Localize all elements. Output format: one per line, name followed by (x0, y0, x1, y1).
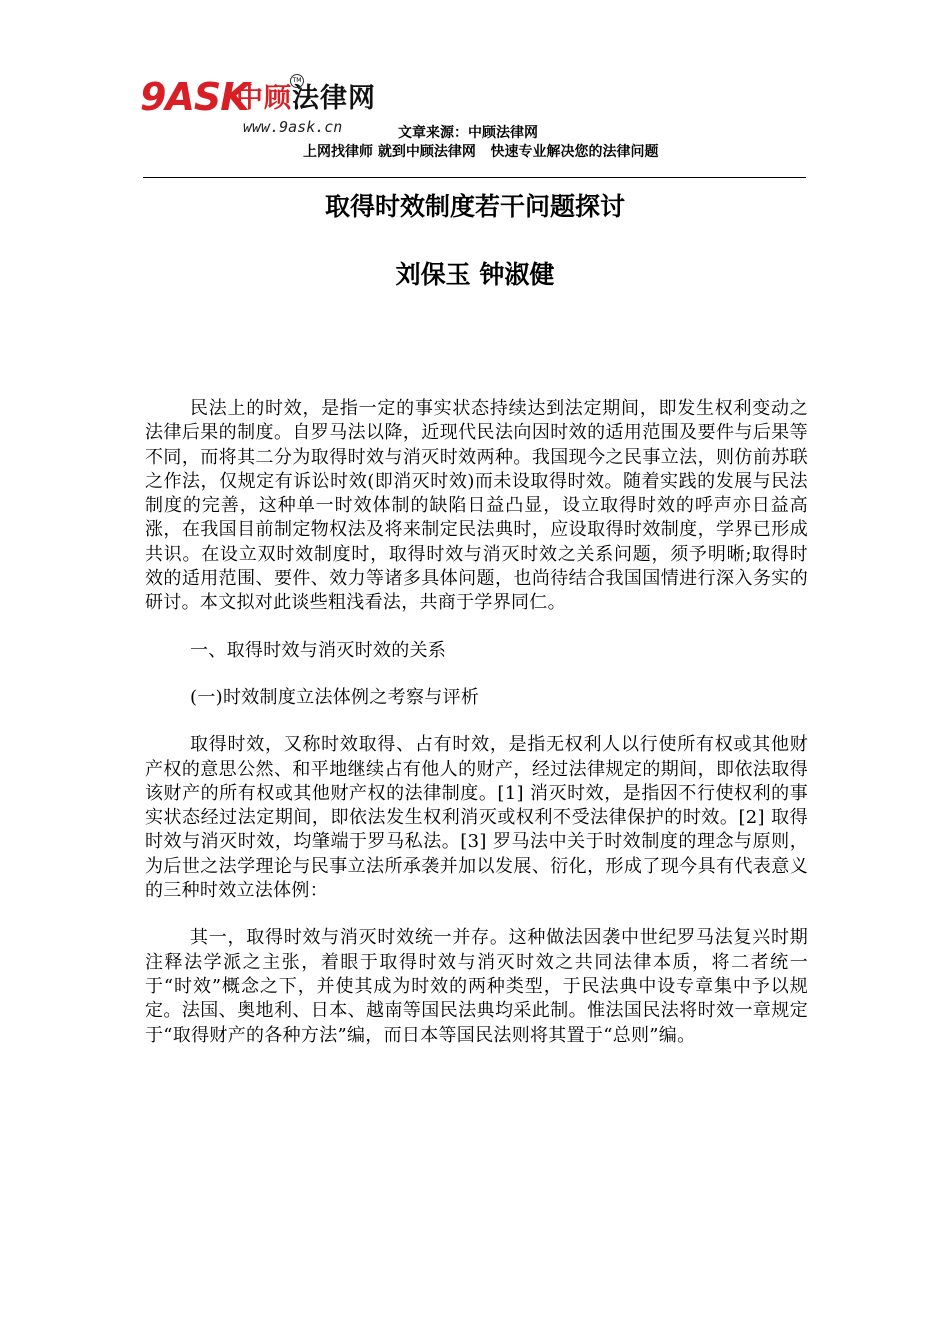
subsection-heading: (一)时效制度立法体例之考察与评析 (190, 686, 480, 708)
document-authors: 刘保玉 钟淑健 (395, 260, 555, 289)
document-body (145, 397, 808, 1048)
body-paragraph-intro: 民法上的时效，是指一定的事实状态持续达到法定期间，即发生权利变动之法律后果的制度。自罗马法以降，近现代民法向因时效的适用范围及要件与后果等不同，而将其二分为取得时效与消灭时效两种。我国现今之民事立法，则仿前苏联之作法，仅规定有诉讼时效(即消灭时效)而未设取得时效。随着实践的发展与民法制度的完善，这种单一时效体制的缺陷日益凸显，设立取得时效的呼声亦日益高涨，在我国目前制定物权法及将来制定民法典时，应设取得时效制度，学界已形成共识。在设立双时效制度时，取得时效与消灭时效之关系问题，须予明晰;取得时效的适用范围、要件、效力等诸多具体问题，也尚待结合我国国情进行深入务实的研讨。本文拟对此谈些粗浅看法，共商于学界同仁。 (145, 398, 808, 614)
logo-ask-mark: 9ASK (140, 75, 249, 119)
body-paragraph-first-system: 其一，取得时效与消灭时效统一并存。这种做法因袭中世纪罗马法复兴时期注释法学派之主张，着眼于取得时效与消灭时效之共同法律本质，将二者统一于“时效”概念之下，并使其成为时效的两种类型，于民法典中设专章集中予以规定。法国、奥地利、日本、越南等国民法典均采此制。惟法国民法将时效一章规定于“取得财产的各种方法”编，而日本等国民法则将其置于“总则”编。 (145, 927, 808, 1046)
body-paragraph-definitions: 取得时效，又称时效取得、占有时效，是指无权利人以行使所有权或其他财产权的意思公然、和平地继续占有他人的财产，经过法律规定的期间，即依法取得该财产的所有权或其他财产权的法律制度。[1] 消灭时效，是指因不行使权利的事实状态经过法定期间，即依法发生权利消灭或权利不受法律保护的时效。[2] 取得时效与消灭时效，均肇端于罗马私法。[3] 罗马法中关于时效制度的理念与原则，为后世之法学理论与民事立法所承袭并加以发展、衍化，形成了现今具有代表意义的三种时效立法体例： (145, 734, 808, 902)
document-title: 取得时效制度若干问题探讨 (324, 192, 625, 221)
trademark-icon: TM (290, 74, 304, 88)
site-slogan: 上网找律师 就到中顾法律网 快速专业解决您的法律问题 (303, 144, 659, 160)
header-divider (143, 177, 806, 178)
logo-brand-black: 法律网 (292, 83, 376, 114)
article-source: 文章来源：中顾法律网 (398, 125, 538, 141)
site-logo[interactable] (140, 74, 390, 140)
logo-url: www.9ask.cn (243, 118, 343, 136)
logo-brand-red: 中顾 (236, 83, 292, 114)
section-heading: 一、取得时效与消灭时效的关系 (190, 639, 447, 661)
logo-brand-name (236, 84, 376, 114)
